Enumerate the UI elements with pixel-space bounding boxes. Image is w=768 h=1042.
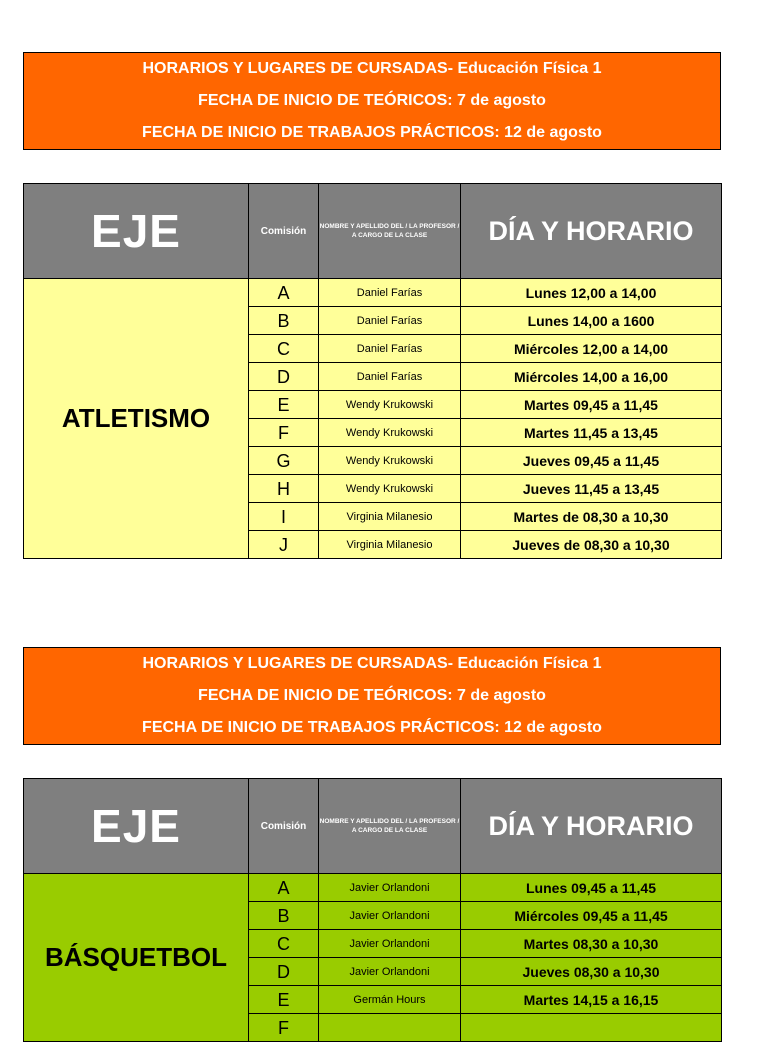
horario-cell: Martes 14,15 a 16,15 — [461, 986, 722, 1014]
comision-cell: C — [249, 335, 319, 363]
banner-title: HORARIOS Y LUGARES DE CURSADAS- Educación Física 1 — [142, 60, 602, 77]
horario-cell: Miércoles 12,00 a 14,00 — [461, 335, 722, 363]
horario-cell: Jueves 08,30 a 10,30 — [461, 958, 722, 986]
profesor-cell: Wendy Krukowski — [319, 419, 461, 447]
column-header-horario: DÍA Y HORARIO — [461, 779, 722, 874]
profesor-cell: Virginia Milanesio — [319, 503, 461, 531]
horario-cell — [461, 1014, 722, 1042]
column-header-profesor: NOMBRE Y APELLIDO DEL / LA PROFESOR / A CARGO DE LA CLASE — [319, 779, 461, 874]
banner-title: HORARIOS Y LUGARES DE CURSADAS- Educación Física 1 — [142, 655, 602, 672]
horario-cell: Jueves 11,45 a 13,45 — [461, 475, 722, 503]
table-header-row — [24, 779, 722, 874]
comision-cell: D — [249, 958, 319, 986]
profesor-cell: Germán Hours — [319, 986, 461, 1014]
horario-cell: Martes 11,45 a 13,45 — [461, 419, 722, 447]
profesor-cell: Javier Orlandoni — [319, 930, 461, 958]
profesor-cell: Wendy Krukowski — [319, 391, 461, 419]
profesor-cell: Daniel Farías — [319, 335, 461, 363]
horario-cell: Jueves 09,45 a 11,45 — [461, 447, 722, 475]
table-header-row — [24, 184, 722, 279]
comision-cell: F — [249, 1014, 319, 1042]
profesor-cell: Javier Orlandoni — [319, 958, 461, 986]
comision-cell: E — [249, 391, 319, 419]
column-header-eje: EJE — [24, 779, 249, 874]
comision-cell: C — [249, 930, 319, 958]
horario-cell: Miércoles 09,45 a 11,45 — [461, 902, 722, 930]
profesor-cell: Daniel Farías — [319, 279, 461, 307]
profesor-cell: Javier Orlandoni — [319, 902, 461, 930]
comision-cell: D — [249, 363, 319, 391]
horario-cell: Miércoles 14,00 a 16,00 — [461, 363, 722, 391]
comision-cell: H — [249, 475, 319, 503]
comision-cell: E — [249, 986, 319, 1014]
table-body — [24, 874, 722, 1042]
profesor-cell — [319, 1014, 461, 1042]
horario-cell: Martes 09,45 a 11,45 — [461, 391, 722, 419]
comision-cell: A — [249, 279, 319, 307]
column-header-comision: Comisión — [249, 184, 319, 279]
profesor-cell: Javier Orlandoni — [319, 874, 461, 902]
banner-practicos-date: FECHA DE INICIO DE TRABAJOS PRÁCTICOS: 12 de agosto — [142, 719, 602, 736]
column-header-eje: EJE — [24, 184, 249, 279]
banner-practicos-date: FECHA DE INICIO DE TRABAJOS PRÁCTICOS: 12 de agosto — [142, 124, 602, 141]
horario-cell: Martes de 08,30 a 10,30 — [461, 503, 722, 531]
table-body — [24, 279, 722, 559]
comision-cell: G — [249, 447, 319, 475]
profesor-cell: Virginia Milanesio — [319, 531, 461, 559]
banner-basquetbol — [23, 647, 721, 745]
comision-cell: B — [249, 307, 319, 335]
horario-cell: Lunes 14,00 a 1600 — [461, 307, 722, 335]
profesor-cell: Daniel Farías — [319, 363, 461, 391]
table-row — [24, 279, 722, 307]
schedule-table-atletismo — [23, 183, 722, 559]
horario-cell: Martes 08,30 a 10,30 — [461, 930, 722, 958]
comision-cell: I — [249, 503, 319, 531]
horario-cell: Lunes 09,45 a 11,45 — [461, 874, 722, 902]
horario-cell: Lunes 12,00 a 14,00 — [461, 279, 722, 307]
banner-atletismo — [23, 52, 721, 150]
eje-name: ATLETISMO — [24, 279, 249, 559]
eje-name: BÁSQUETBOL — [24, 874, 249, 1042]
schedule-table-basquetbol — [23, 778, 722, 1042]
column-header-comision: Comisión — [249, 779, 319, 874]
profesor-cell: Wendy Krukowski — [319, 475, 461, 503]
comision-cell: F — [249, 419, 319, 447]
table-row — [24, 874, 722, 902]
comision-cell: A — [249, 874, 319, 902]
comision-cell: B — [249, 902, 319, 930]
comision-cell: J — [249, 531, 319, 559]
horario-cell: Jueves de 08,30 a 10,30 — [461, 531, 722, 559]
column-header-horario: DÍA Y HORARIO — [461, 184, 722, 279]
banner-teoricos-date: FECHA DE INICIO DE TEÓRICOS: 7 de agosto — [198, 92, 546, 109]
profesor-cell: Daniel Farías — [319, 307, 461, 335]
banner-teoricos-date: FECHA DE INICIO DE TEÓRICOS: 7 de agosto — [198, 687, 546, 704]
column-header-profesor: NOMBRE Y APELLIDO DEL / LA PROFESOR / A CARGO DE LA CLASE — [319, 184, 461, 279]
profesor-cell: Wendy Krukowski — [319, 447, 461, 475]
